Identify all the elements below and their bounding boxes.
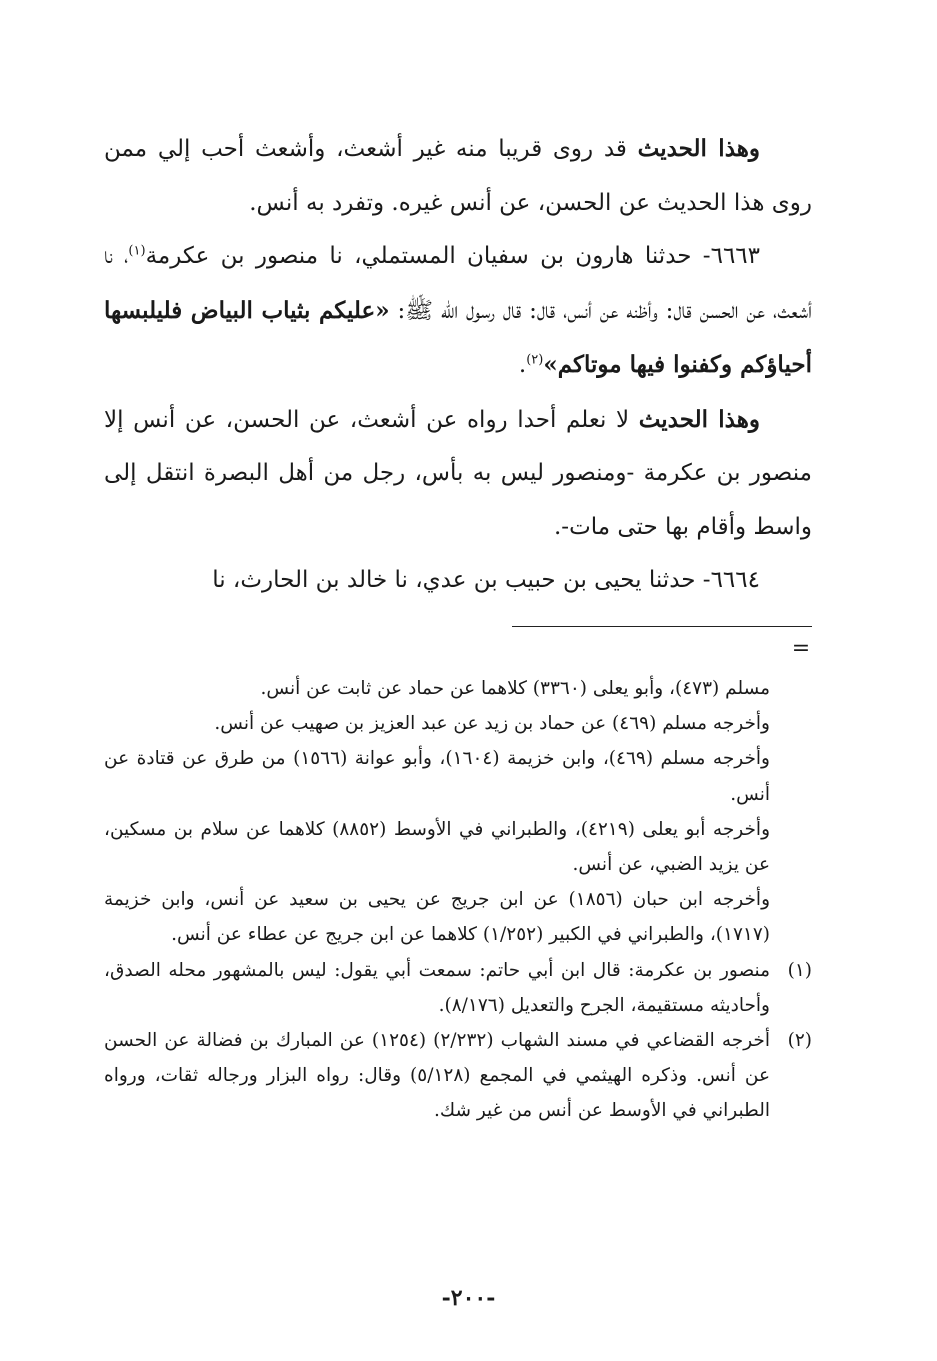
footnote-continuation: مسلم (٤٧٣)، وأبو يعلى (٣٣٦٠) كلاهما عن حماد عن ثابت عن أنس. xyxy=(260,678,770,699)
footnote-continuation: وأخرجه مسلم (٤٦٩) عن حماد بن زيد عن عبد العزيز بن صهيب عن أنس. xyxy=(214,713,770,735)
footnote-text: منصور بن عكرمة: قال ابن أبي حاتم: سمعت أبي يقول: ليس بالمشهور محله الصدق، وأحاديثه مستقيمة، الجرح والتعديل (٨/١٧٦). xyxy=(104,959,770,1016)
footnote-number: (٢) xyxy=(787,1030,812,1052)
footnote-continuation: وأخرجه مسلم (٤٦٩)، وابن خزيمة (١٦٠٤)، وأبو عوانة (١٥٦٦) من طرق عن قتادة عن أنس. xyxy=(104,748,770,805)
paragraph-text: قد روى قريبا منه غير أشعث، وأشعث أحب إلي ممن روى هذا الحديث عن الحسن، عن أنس غيره. وتفرد به أنس. xyxy=(104,136,812,216)
footnote-separator xyxy=(512,626,812,627)
page-number: -٢٠٠- xyxy=(441,1285,496,1311)
bold-lead: وهذا الحديث xyxy=(638,405,760,433)
footnote-ref-2[interactable]: (٢) xyxy=(526,352,544,368)
footnote-1 xyxy=(104,953,812,1023)
footnote-number: (١) xyxy=(787,959,812,981)
paragraph-3 xyxy=(104,393,812,555)
hadith-quote: «عليكم بثياب البياض فليلبسها أحياؤكم وكفنوا فيها موتاكم» xyxy=(104,296,812,378)
footnote-continuation: وأخرجه ابن حبان (١٨٥٦) عن ابن جريج عن يحيى بن سعيد عن أنس، وابن خزيمة (١٧١٧)، والطبراني في الكبير (١/٢٥٢) كلاهما عن ابن جريج عن عطاء عن أنس. xyxy=(104,889,770,946)
hadith-6663 xyxy=(104,230,812,393)
paragraph-text: لا نعلم أحدا رواه عن أشعث، عن الحسن، عن أنس إلا منصور بن عكرمة -ومنصور ليس به بأس، رجل من أهل البصرة انتقل إلى واسط وأقام بها حتى مات-. xyxy=(104,406,812,540)
main-text xyxy=(104,122,812,608)
footnote-ref-1[interactable]: (١) xyxy=(128,243,146,259)
hadith-text: ٦٦٦٣- حدثنا هارون بن سفيان المستملي، نا منصور بن عكرمة xyxy=(145,243,761,269)
footnote-2 xyxy=(104,1023,812,1129)
paragraph-1 xyxy=(104,122,812,230)
hadith-6664 xyxy=(104,554,812,608)
hadith-end: . xyxy=(518,352,527,378)
footnote-text: أخرجه القضاعي في مسند الشهاب (٢/٢٣٢) (١٢٥٤) عن المبارك بن فضالة عن الحسن عن أنس. وذكره الهيثمي في المجمع (٥/١٢٨) وقال: رواه البزار ورجاله ثقات، ورواه الطبراني في الأوسط عن أنس من غير شك. xyxy=(104,1030,771,1122)
continuation-mark: = xyxy=(791,636,811,661)
footnotes xyxy=(104,671,812,1129)
hadith-text: ، نا أشعث، عن الحسن قال: وأظنه عن أنس، قال: قال رسول الله ﷺ: xyxy=(104,243,812,324)
hadith-text: ٦٦٦٤- حدثنا يحيى بن حبيب بن عدي، نا خالد بن الحارث، نا xyxy=(212,567,760,593)
footnote-continuation: وأخرجه أبو يعلى (٤٢١٩)، والطبراني في الأوسط (٨٨٥٢) كلاهما عن سلام بن مسكين، عن يزيد الضبي، عن أنس. xyxy=(104,818,770,876)
bold-lead: وهذا الحديث xyxy=(637,135,761,162)
